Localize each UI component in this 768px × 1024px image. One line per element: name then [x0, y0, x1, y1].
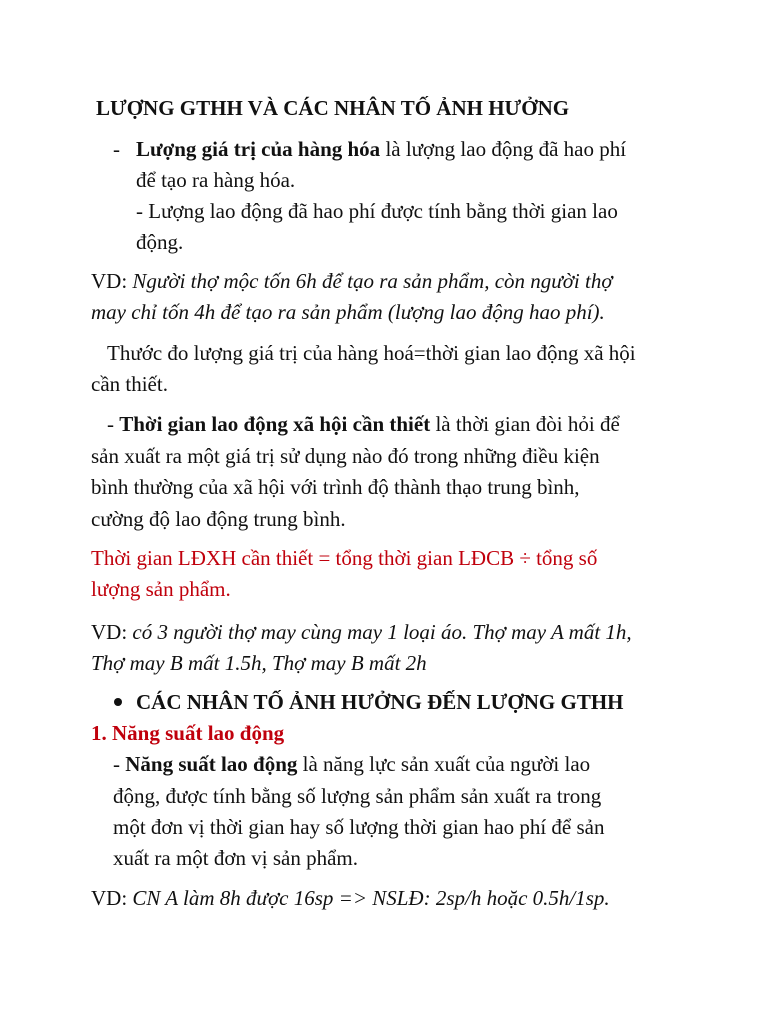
definition-subpoint: - Lượng lao động đã hao phí được tính bằng thời gian lao — [136, 199, 618, 223]
example-text-cont: may chỉ tốn 4h để tạo ra sản phẩm (lượng lao động hao phí). — [91, 300, 605, 324]
example-text: Người thợ mộc tốn 6h để tạo ra sản phẩm, còn người thợ — [132, 269, 613, 293]
definition-subpoint-cont: động. — [136, 230, 184, 254]
factor-text-cont: một đơn vị thời gian hay số lượng thời gian hao phí để sản — [113, 815, 605, 839]
factor-dash: - — [113, 752, 126, 776]
example-label: VD: — [91, 620, 133, 644]
definition-term: Thời gian lao động xã hội cần thiết — [119, 412, 431, 436]
definition-text-cont: cường độ lao động trung bình. — [91, 507, 346, 531]
definition-line — [107, 414, 620, 435]
factor-text: là năng lực sản xuất của người lao — [297, 752, 591, 776]
definition-line — [136, 139, 626, 160]
definition-dash: - — [107, 412, 120, 436]
example-line — [91, 888, 610, 909]
factor-text-cont: động, được tính bằng số lượng sản phẩm sản xuất ra trong — [113, 784, 602, 808]
factor-term: Năng suất lao động — [125, 752, 298, 776]
factor-definition-line — [113, 754, 590, 775]
page-title: LƯỢNG GTHH VÀ CÁC NHÂN TỐ ẢNH HƯỞNG — [96, 96, 570, 120]
example-text-cont: Thợ may B mất 1.5h, Thợ may B mất 2h — [91, 651, 427, 675]
definition-term: Lượng giá trị của hàng hóa — [136, 137, 381, 161]
example-line — [91, 622, 632, 643]
definition-text: là thời gian đòi hỏi để — [430, 412, 620, 436]
definition-text: là lượng lao động đã hao phí — [380, 137, 627, 161]
example-label: VD: — [91, 886, 133, 910]
definition-text-cont: bình thường của xã hội với trình độ thành thạo trung bình, — [91, 475, 580, 499]
formula-text: Thời gian LĐXH cần thiết = tổng thời gian LĐCB ÷ tổng số — [91, 546, 598, 570]
example-line — [91, 271, 613, 292]
definition-continuation: để tạo ra hàng hóa. — [136, 168, 296, 192]
measure-text: Thước đo lượng giá trị của hàng hoá=thời gian lao động xã hội — [107, 341, 636, 365]
factor-text-cont: xuất ra một đơn vị sản phẩm. — [113, 846, 358, 870]
formula-text-cont: lượng sản phẩm. — [91, 577, 231, 601]
bullet-dot-icon — [114, 698, 122, 706]
section-heading: CÁC NHÂN TỐ ẢNH HƯỞNG ĐẾN LƯỢNG GTHH — [136, 690, 624, 714]
definition-dash: - — [113, 137, 120, 161]
example-text: CN A làm 8h được 16sp => NSLĐ: 2sp/h hoặc 0.5h/1sp. — [132, 886, 610, 910]
example-label: VD: — [91, 269, 133, 293]
definition-text-cont: sản xuất ra một giá trị sử dụng nào đó trong những điều kiện — [91, 444, 600, 468]
measure-text-cont: cần thiết. — [91, 372, 168, 396]
factor-heading: 1. Năng suất lao động — [91, 721, 285, 745]
example-text: có 3 người thợ may cùng may 1 loại áo. Thợ may A mất 1h, — [132, 620, 632, 644]
